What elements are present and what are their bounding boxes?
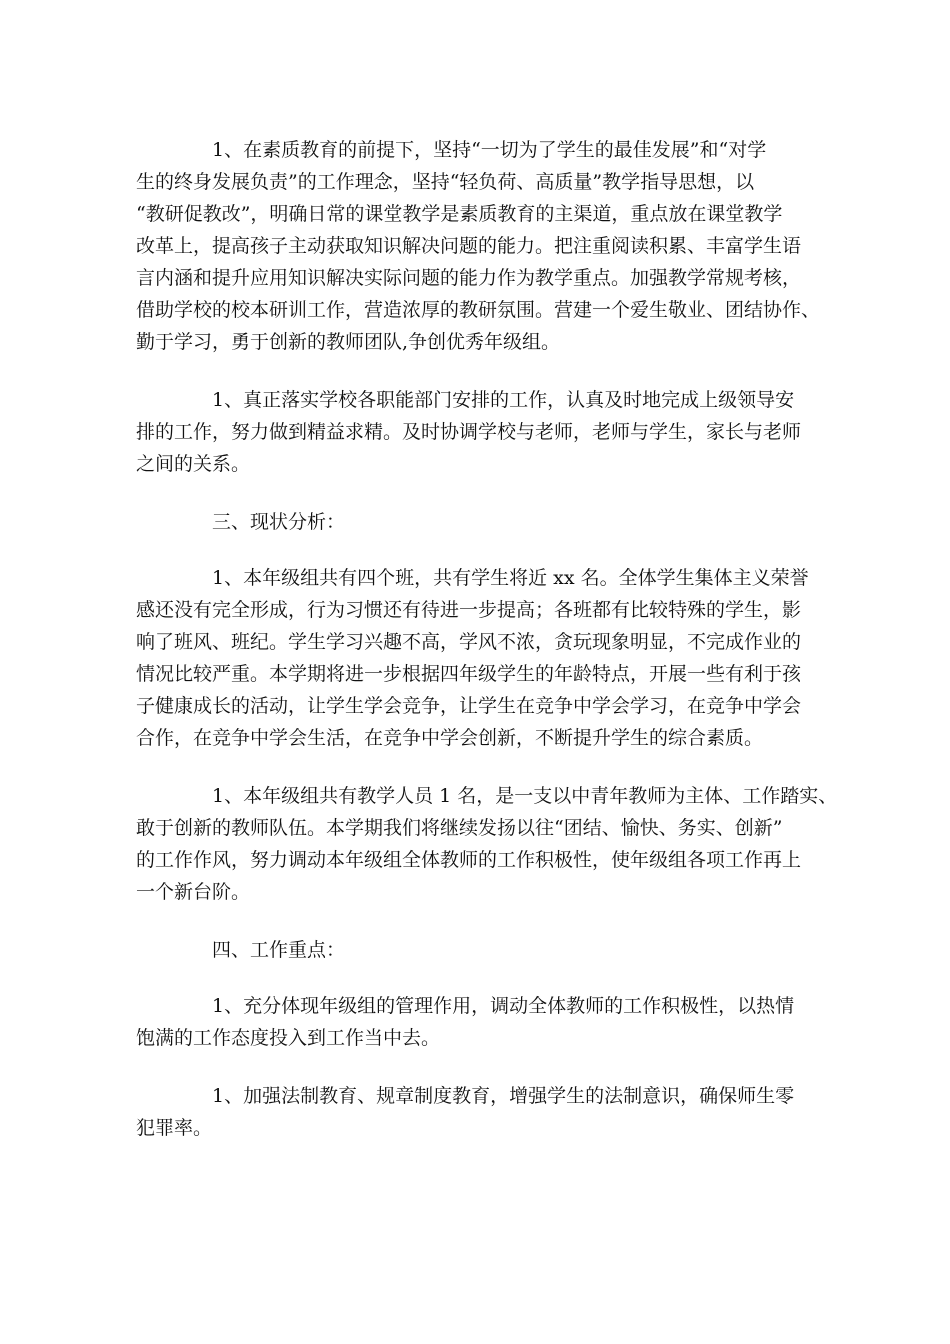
paragraph-line: 改革上，提高孩子主动获取知识解决问题的能力。把注重阅读积累、丰富学生语 (136, 235, 802, 257)
paragraph-line: 勤于学习，勇于创新的教师团队,争创优秀年级组。 (136, 331, 561, 353)
paragraph-line: 生的终身发展负责”的工作理念，坚持“轻负荷、高质量”教学指导思想，以 (136, 171, 755, 193)
paragraph-line: 感还没有完全形成，行为习惯还有待进一步提高；各班都有比较特殊的学生，影 (136, 599, 802, 621)
paragraph-line: 1、本年级组共有教学人员 1 名，是一支以中青年教师为主体、工作踏实、 (212, 785, 838, 807)
paragraph-line: 排的工作，努力做到精益求精。及时协调学校与老师，老师与学生，家长与老师 (136, 421, 802, 443)
paragraph-line: 情况比较严重。本学期将进一步根据四年级学生的年龄特点，开展一些有利于孩 (136, 663, 802, 685)
paragraph-line: 言内涵和提升应用知识解决实际问题的能力作为教学重点。加强教学常规考核， (136, 267, 802, 289)
paragraph-line: 1、充分体现年级组的管理作用，调动全体教师的工作积极性，以热情 (212, 995, 795, 1017)
paragraph-line: 犯罪率。 (136, 1117, 213, 1139)
paragraph-line: “教研促教改”，明确日常的课堂教学是素质教育的主渠道，重点放在课堂教学 (136, 203, 783, 225)
paragraph-line: 1、在素质教育的前提下，坚持“一切为了学生的最佳发展”和“对学 (212, 139, 767, 161)
paragraph-line: 1、本年级组共有四个班，共有学生将近 xx 名。全体学生集体主义荣誉 (212, 567, 809, 589)
paragraph-line: 的工作作风，努力调动本年级组全体教师的工作积极性，使年级组各项工作再上 (136, 849, 802, 871)
paragraph-line: 之间的关系。 (136, 453, 251, 475)
paragraph-line: 合作，在竞争中学会生活，在竞争中学会创新，不断提升学生的综合素质。 (136, 727, 764, 749)
paragraph-line: 饱满的工作态度投入到工作当中去。 (136, 1027, 441, 1049)
section-heading: 三、现状分析： (212, 511, 346, 533)
section-heading: 四、工作重点： (212, 939, 346, 961)
paragraph-line: 借助学校的校本研训工作，营造浓厚的教研氛围。营建一个爱生敬业、团结协作、 (136, 299, 821, 321)
paragraph-line: 子健康成长的活动，让学生学会竞争，让学生在竞争中学会学习，在竞争中学会 (136, 695, 802, 717)
paragraph-line: 一个新台阶。 (136, 881, 251, 903)
paragraph-line: 敢于创新的教师队伍。本学期我们将继续发扬以往“团结、愉快、务实、创新” (136, 817, 783, 839)
paragraph-line: 响了班风、班纪。学生学习兴趣不高，学风不浓，贪玩现象明显，不完成作业的 (136, 631, 802, 653)
paragraph-line: 1、加强法制教育、规章制度教育，增强学生的法制意识，确保师生零 (212, 1085, 795, 1107)
paragraph-line: 1、真正落实学校各职能部门安排的工作，认真及时地完成上级领导安 (212, 389, 795, 411)
